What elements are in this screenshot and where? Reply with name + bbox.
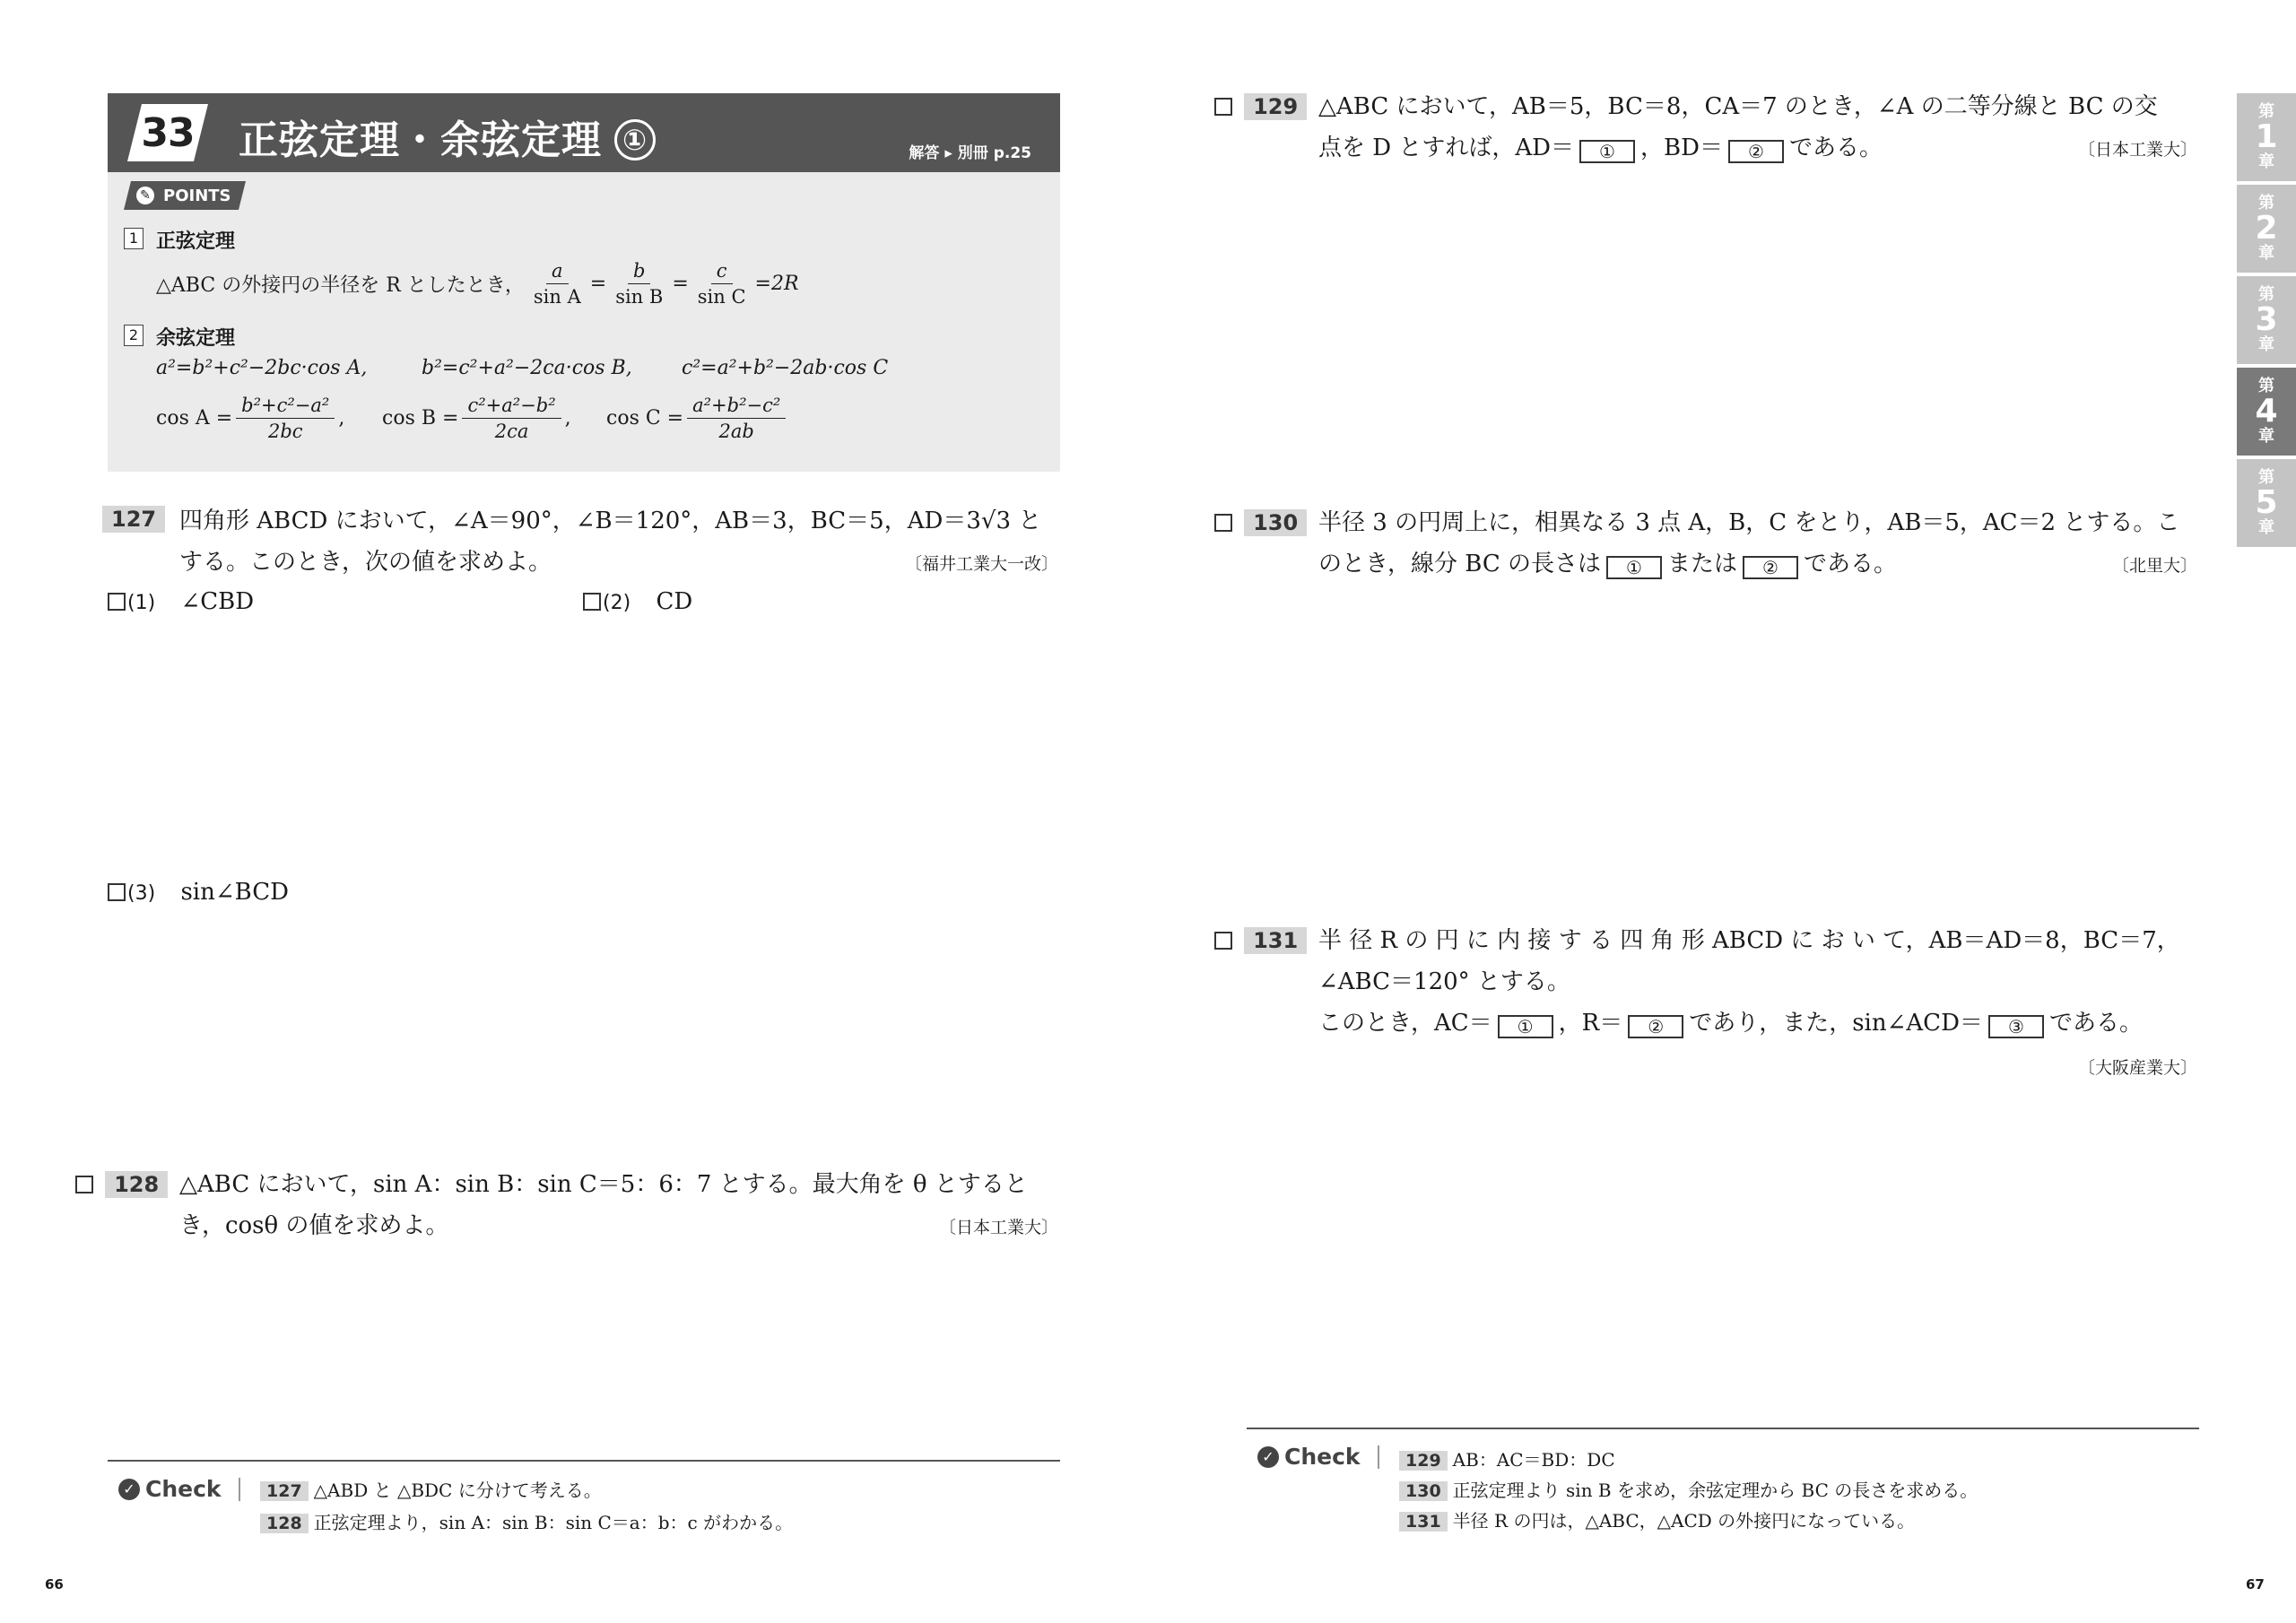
problem-127 xyxy=(102,506,165,533)
checkmark-icon: ✓ xyxy=(1257,1446,1279,1468)
section-number-badge xyxy=(127,104,208,161)
check-item-130: 130 正弦定理より sin B を求め，余弦定理から BC の長さを求める。 xyxy=(1399,1476,1978,1502)
problem-number: 131 xyxy=(1244,927,1307,954)
checkbox[interactable] xyxy=(108,593,126,611)
answer-blank-2[interactable]: ② xyxy=(1743,556,1798,579)
points-box xyxy=(108,172,1060,472)
answer-reference: 解答 ▸ 別冊 p.25 xyxy=(909,144,1031,162)
answer-blank-1[interactable]: ① xyxy=(1606,556,1662,579)
check-item-131: 131 半径 R の円は，△ABC，△ACD の外接円になっている。 xyxy=(1399,1506,1915,1532)
problem-130 xyxy=(1214,509,1307,536)
chapter-tab-3[interactable]: 第 3 章 xyxy=(2237,276,2296,364)
section-number: 33 xyxy=(141,109,195,156)
problem-number: 129 xyxy=(1244,93,1307,120)
answer-blank-2[interactable]: ② xyxy=(1728,140,1784,163)
checkbox[interactable] xyxy=(1214,514,1232,532)
check-divider xyxy=(1247,1428,2199,1429)
problem-131-text: 半 径 R の 円 に 内 接 す る 四 角 形 ABCD に お い て，AB＝AD＝8，BC＝7， ∠ABC＝120° とする。 このとき，AC＝ ① ，R＝ ② であり，また，sin∠ACD＝ ③ である。 xyxy=(1318,927,2180,1037)
problem-131 xyxy=(1214,927,1307,954)
cosine-rule-line-a: a²=b²+c²−2bc·cos A, xyxy=(156,357,368,379)
check-item-128: 128 正弦定理より，sin A：sin B：sin C＝a：b：c がわかる。 xyxy=(260,1508,793,1534)
problem-129 xyxy=(1214,93,1307,120)
problem-127-text: 四角形 ABCD において，∠A＝90°，∠B＝120°，AB＝3，BC＝5，AD＝3√3 と する。このとき，次の値を求めよ。 xyxy=(179,508,1042,576)
problem-number: 127 xyxy=(102,506,165,533)
checkbox[interactable] xyxy=(583,593,601,611)
checkbox[interactable] xyxy=(1214,932,1232,950)
sine-frac-c: $\frac{c}{\text{sin C}}$ xyxy=(697,260,746,308)
checkbox[interactable] xyxy=(108,883,126,901)
check-right-label: ✓ Check xyxy=(1257,1444,1361,1470)
checkmark-icon: ✓ xyxy=(118,1479,140,1500)
check-divider xyxy=(108,1460,1060,1462)
answer-blank-3[interactable]: ③ xyxy=(1988,1015,2044,1038)
problem-130-text: 半径 3 の円周上に，相異なる 3 点 A，B，C をとり，AB＝5，AC＝2 とする。こ のとき，線分 BC の長さは ① または ② である。 xyxy=(1318,509,2180,578)
check-separator xyxy=(239,1478,240,1501)
section-header xyxy=(108,93,1060,172)
section-title: 正弦定理・余弦定理 ① xyxy=(239,108,656,165)
points-tag xyxy=(124,181,246,210)
problem-130-source: 〔北里大〕 xyxy=(2111,556,2197,576)
problem-129-source: 〔日本工業大〕 xyxy=(2077,140,2197,160)
sine-frac-b: $\frac{b}{\text{sin B}}$ xyxy=(615,260,664,308)
point-1-heading: 正弦定理 xyxy=(156,230,236,253)
answer-blank-1[interactable]: ① xyxy=(1498,1015,1553,1038)
problem-number: 130 xyxy=(1244,509,1307,536)
section-title-circle: ① xyxy=(614,119,656,161)
problem-128-text: △ABC において，sin A：sin B：sin C＝5：6：7 とする。最大角を θ とすると き，cosθ の値を求めよ。 xyxy=(179,1171,1028,1239)
cosine-rule-line-b: b²=c²+a²−2ca·cos B, xyxy=(422,357,632,379)
problem-127-source: 〔福井工業大一改〕 xyxy=(904,554,1058,574)
point-1-number: 1 xyxy=(124,228,144,249)
cosA-formula: cos A = $\frac{\text{b²+c²−a²}}{2bc}$ , xyxy=(156,395,345,442)
chapter-tab-4[interactable]: 第 4 章 xyxy=(2237,368,2296,456)
check-left-label: ✓ Check xyxy=(118,1476,222,1502)
problem-127-q1: (1) ∠CBD xyxy=(108,588,254,615)
problem-128 xyxy=(75,1171,168,1198)
page-number-left: 66 xyxy=(45,1576,64,1593)
point-2-heading: 余弦定理 xyxy=(156,327,236,350)
page-number-right: 67 xyxy=(2246,1576,2265,1593)
checkbox[interactable] xyxy=(75,1176,93,1193)
check-separator xyxy=(1378,1445,1379,1469)
chapter-tab-2[interactable]: 第 2 章 xyxy=(2237,185,2296,273)
problem-127-q3: (3) sin∠BCD xyxy=(108,879,289,906)
cosB-formula: cos B = $\frac{\text{c²+a²−b²}}{2ca}$ , xyxy=(382,395,571,442)
points-label: POINTS xyxy=(163,187,231,205)
problem-128-source: 〔日本工業大〕 xyxy=(938,1218,1058,1237)
pencil-icon: ✎ xyxy=(136,187,154,204)
problem-129-text: △ABC において，AB＝5，BC＝8，CA＝7 のとき，∠A の二等分線と BC の交 点を D とすれば，AD＝ ① ，BD＝ ② である。 xyxy=(1318,93,2158,162)
chapter-tab-5[interactable]: 第 5 章 xyxy=(2237,459,2296,547)
check-item-129: 129 AB：AC＝BD：DC xyxy=(1399,1445,1615,1471)
problem-131-source: 〔大阪産業大〕 xyxy=(2077,1058,2197,1078)
checkbox[interactable] xyxy=(1214,98,1232,116)
sine-frac-a: $\frac{a}{\text{sin A}}$ xyxy=(533,260,581,308)
sine-rule-formula: △ABC の外接円の半径を R としたとき， $\frac{a}{\text{sin A}}$ = $\frac{b}{\text{sin B}}$ = $\frac{c}{\text{sin C}}$ =2R xyxy=(156,260,799,308)
point-2-number: 2 xyxy=(124,325,144,346)
problem-number: 128 xyxy=(105,1171,168,1198)
problem-127-q2: (2) CD xyxy=(583,588,692,615)
cosine-rule-line-c: c²=a²+b²−2ab·cos C xyxy=(682,357,889,379)
cosC-formula: cos C = $\frac{\text{a²+b²−c²}}{2ab}$ xyxy=(606,395,789,442)
check-item-127: 127 △ABD と △BDC に分けて考える。 xyxy=(260,1476,602,1502)
answer-blank-2[interactable]: ② xyxy=(1628,1015,1683,1038)
answer-blank-1[interactable]: ① xyxy=(1579,140,1635,163)
chapter-tab-1[interactable]: 第 1 章 xyxy=(2237,93,2296,181)
